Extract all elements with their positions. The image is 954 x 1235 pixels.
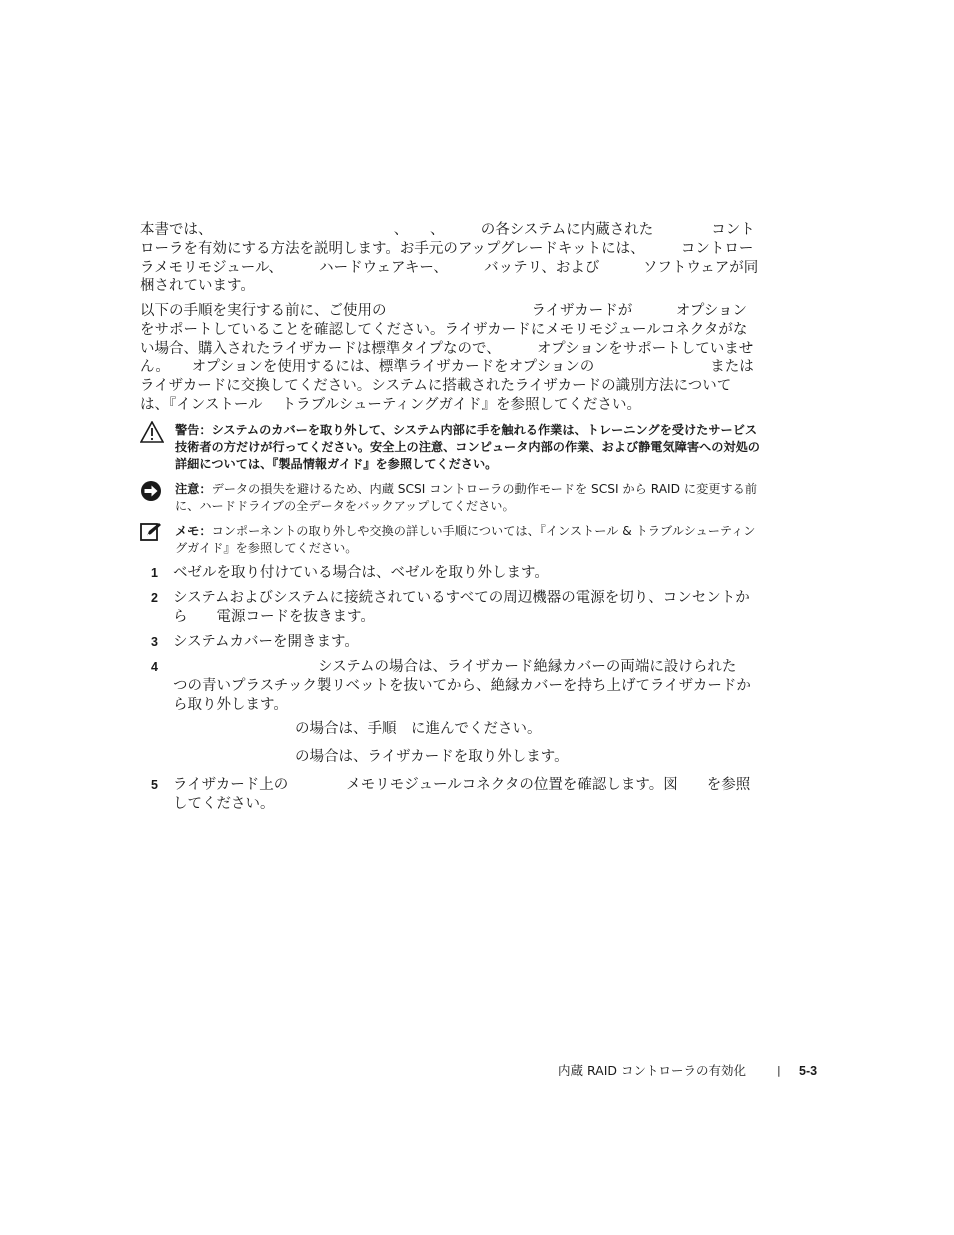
intro-paragraph-1: 本書では、 、 、 の各システムに内蔵された コントローラを有効にする方法を説明します。お手元のアップグレードキットには、 コントローラメモリモジュール、 ハードウェアキー、 バッテリ、および ソフトウェアが同梱されています。	[140, 222, 759, 295]
step-text: システムカバーを開きます。	[173, 634, 359, 650]
footer-separator: |	[777, 1064, 781, 1077]
step-text: ベゼルを取り付けている場合は、ベゼルを取り外します。	[173, 565, 549, 581]
step-text: システムの場合は、ライザカード絶縁カバーの両端に設けられた つの青いプラスチック製リベットを抜いてから、絶縁カバーを持ち上げてライザカードから取り外します。	[173, 659, 751, 713]
intro-paragraph-2: 以下の手順を実行する前に、ご使用の ライザカードが オプションをサポートしていることを確認してください。ライザカードにメモリモジュールコネクタがない場合、購入されたライザカードは標準タイプなので、 オプションをサポートしていません。 オプションを使用するには、標準ライザカードをオプションの または ライザカードに交換してください。システムに搭載されたライザカードの識別方法については、『インストール トラブルシューティングガイド』を参照してください。	[140, 303, 856, 413]
step-number: 5	[151, 778, 158, 792]
page-number: 5-3	[799, 1064, 818, 1078]
warning-text: システムのカバーを取り外して、システム内部に手を触れる作業は、トレーニングを受けたサービス技術者の方だけが行ってください。安全上の注意、コンピュータ内部の作業、および静電気障害への対処の詳細については、『製品情報ガイド』を参照してください。	[175, 423, 760, 471]
caution-note	[140, 480, 760, 516]
step-number: 1	[151, 566, 158, 580]
warning-label: 警告：	[175, 423, 212, 437]
footer-chapter-title: 内蔵 RAID コントローラの有効化	[558, 1063, 746, 1078]
step-text: システムおよびシステムに接続されているすべての周辺機器の電源を切り、コンセントから 電源コードを抜きます。	[173, 590, 750, 625]
step-4-sub-1: の場合は、手順 に進んでください。	[295, 721, 542, 737]
memo-text: コンポーネントの取り外しや交換の詳しい手順については、『インストール & トラブルシューティングガイド』を参照してください。	[175, 524, 756, 555]
step-number: 2	[151, 591, 158, 605]
step-number: 4	[151, 660, 158, 674]
memo-note	[140, 522, 760, 558]
caution-arrow-icon	[140, 480, 164, 504]
step-text: ライザカード上の メモリモジュールコネクタの位置を確認します。図 を参照してください。	[173, 777, 751, 812]
memo-label: メモ：	[175, 524, 212, 538]
warning-triangle-icon	[140, 421, 164, 445]
note-pencil-icon	[140, 522, 164, 546]
caution-label: 注意：	[175, 482, 212, 496]
step-4-sub-2: の場合は、ライザカードを取り外します。	[295, 749, 569, 765]
warning-note	[140, 421, 760, 473]
caution-text: データの損失を避けるため、内蔵 SCSI コントローラの動作モードを SCSI から RAID に変更する前に、ハードドライブの全データをバックアップしてください。	[175, 482, 758, 513]
step-number: 3	[151, 635, 158, 649]
